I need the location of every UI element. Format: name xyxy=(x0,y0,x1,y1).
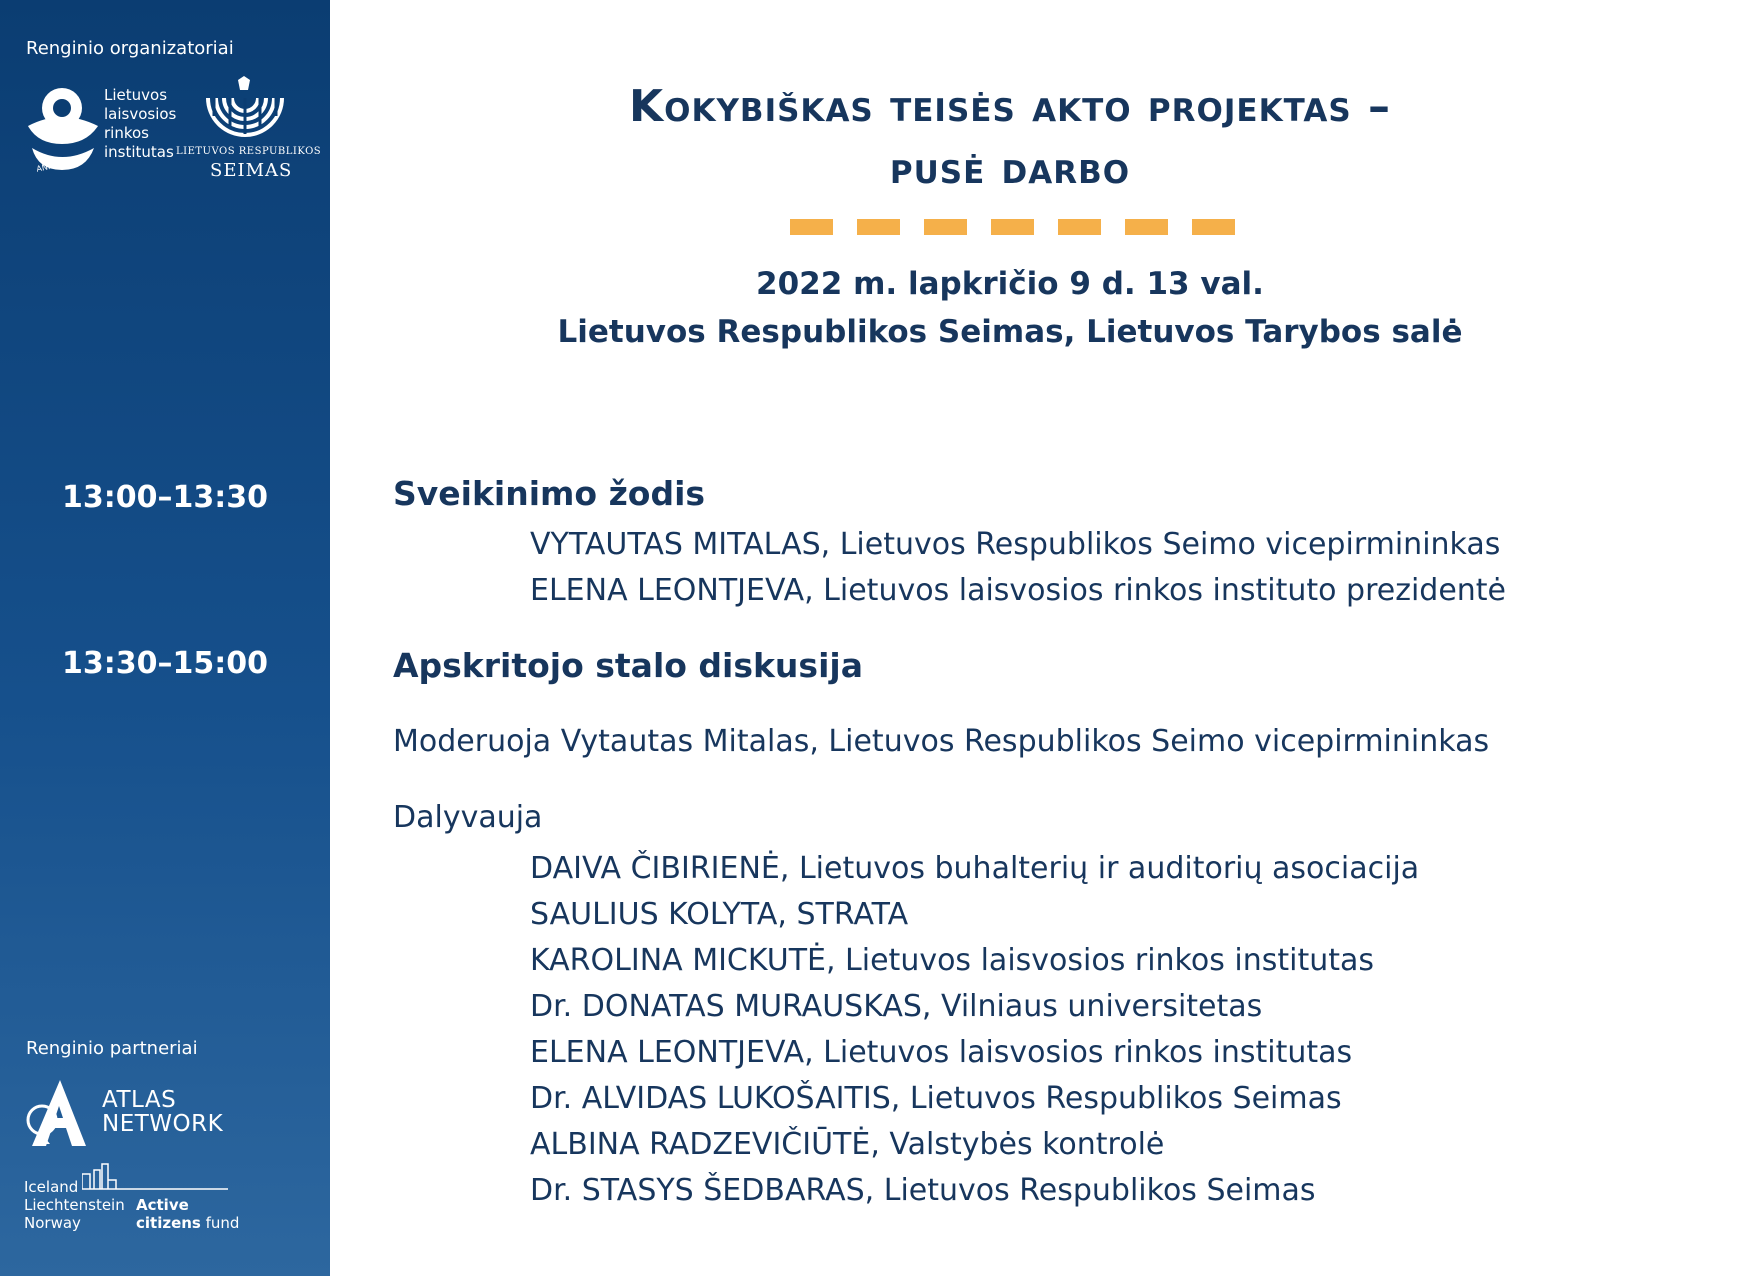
dash xyxy=(1192,219,1235,235)
seimas-emblem-icon xyxy=(200,76,290,140)
event-date: 2022 m. lapkričio 9 d. 13 val. xyxy=(756,266,1264,302)
acf-fund-rest: fund xyxy=(200,1214,240,1232)
dash xyxy=(1125,219,1168,235)
llri-name-line: institutas xyxy=(104,143,174,161)
acf-country: Iceland xyxy=(24,1178,79,1196)
event-title-line-2: pusė darbo xyxy=(889,143,1131,194)
atlas-network-logo-icon xyxy=(24,1078,96,1148)
llri-name-line: Lietuvos xyxy=(104,86,168,104)
llri-name-line: laisvosios xyxy=(104,105,177,123)
acf-fund-name xyxy=(136,1196,239,1232)
greeting-title: Sveikinimo žodis xyxy=(393,474,706,513)
event-title xyxy=(440,76,1580,200)
list-item: Dr. DONATAS MURAUSKAS, Vilniaus universitetas xyxy=(530,989,1263,1024)
dash xyxy=(1058,219,1101,235)
dash xyxy=(924,219,967,235)
atlas-line-1: ATLAS xyxy=(102,1087,177,1113)
acf-country: Norway xyxy=(24,1214,81,1232)
acf-fund-citizens: citizens xyxy=(136,1214,201,1232)
decorative-dashes xyxy=(790,219,1240,235)
list-item: Dr. STASYS ŠEDBARAS, Lietuvos Respublikos Seimas xyxy=(530,1173,1316,1208)
llri-name-line: rinkos xyxy=(104,124,149,142)
list-item: Dr. ALVIDAS LUKOŠAITIS, Lietuvos Respublikos Seimas xyxy=(530,1081,1342,1116)
sidebar xyxy=(0,0,330,1276)
moderator-line: Moderuoja Vytautas Mitalas, Lietuvos Respublikos Seimo vicepirmininkas xyxy=(393,724,1490,759)
seimas-small-text: LIETUVOS RESPUBLIKOS xyxy=(176,146,322,157)
list-item: VYTAUTAS MITALAS, Lietuvos Respublikos Seimo vicepirmininkas xyxy=(530,527,1501,562)
list-item: DAIVA ČIBIRIENĖ, Lietuvos buhalterių ir auditorių asociacija xyxy=(530,851,1420,886)
llri-anno: ANNO 1990 xyxy=(35,155,84,174)
time-slot-1: 13:00–13:30 xyxy=(62,480,268,515)
partners-label: Renginio partneriai xyxy=(26,1038,198,1059)
list-item: SAULIUS KOLYTA, STRATA xyxy=(530,897,909,932)
list-item: ELENA LEONTJEVA, Lietuvos laisvosios rinkos institutas xyxy=(530,1035,1353,1070)
atlas-line-2: NETWORK xyxy=(102,1111,224,1137)
greeting-speakers xyxy=(530,522,1506,614)
dash xyxy=(790,219,833,235)
event-title-line-1: Kokybiškas teisės akto projektas – xyxy=(629,81,1391,132)
acf-country: Liechtenstein xyxy=(24,1196,125,1214)
seimas-big-text: SEIMAS xyxy=(210,160,293,181)
time-slot-2: 13:30–15:00 xyxy=(62,646,268,681)
list-item: KAROLINA MICKUTĖ, Lietuvos laisvosios rinkos institutas xyxy=(530,943,1375,978)
list-item: ELENA LEONTJEVA, Lietuvos laisvosios rinkos instituto prezidentė xyxy=(530,573,1507,608)
event-venue: Lietuvos Respublikos Seimas, Lietuvos Tarybos salė xyxy=(557,314,1463,350)
participants-label: Dalyvauja xyxy=(393,800,543,835)
llri-name xyxy=(104,86,176,162)
participants-list xyxy=(530,846,1419,1214)
dash xyxy=(991,219,1034,235)
acf-countries xyxy=(24,1178,125,1232)
acf-fund-active: Active xyxy=(136,1196,189,1214)
dash xyxy=(857,219,900,235)
list-item: ALBINA RADZEVIČIŪTĖ, Valstybės kontrolė xyxy=(530,1127,1165,1162)
atlas-network-text xyxy=(102,1088,223,1136)
discussion-title: Apskritojo stalo diskusija xyxy=(393,646,863,685)
organizers-label: Renginio organizatoriai xyxy=(26,38,234,59)
